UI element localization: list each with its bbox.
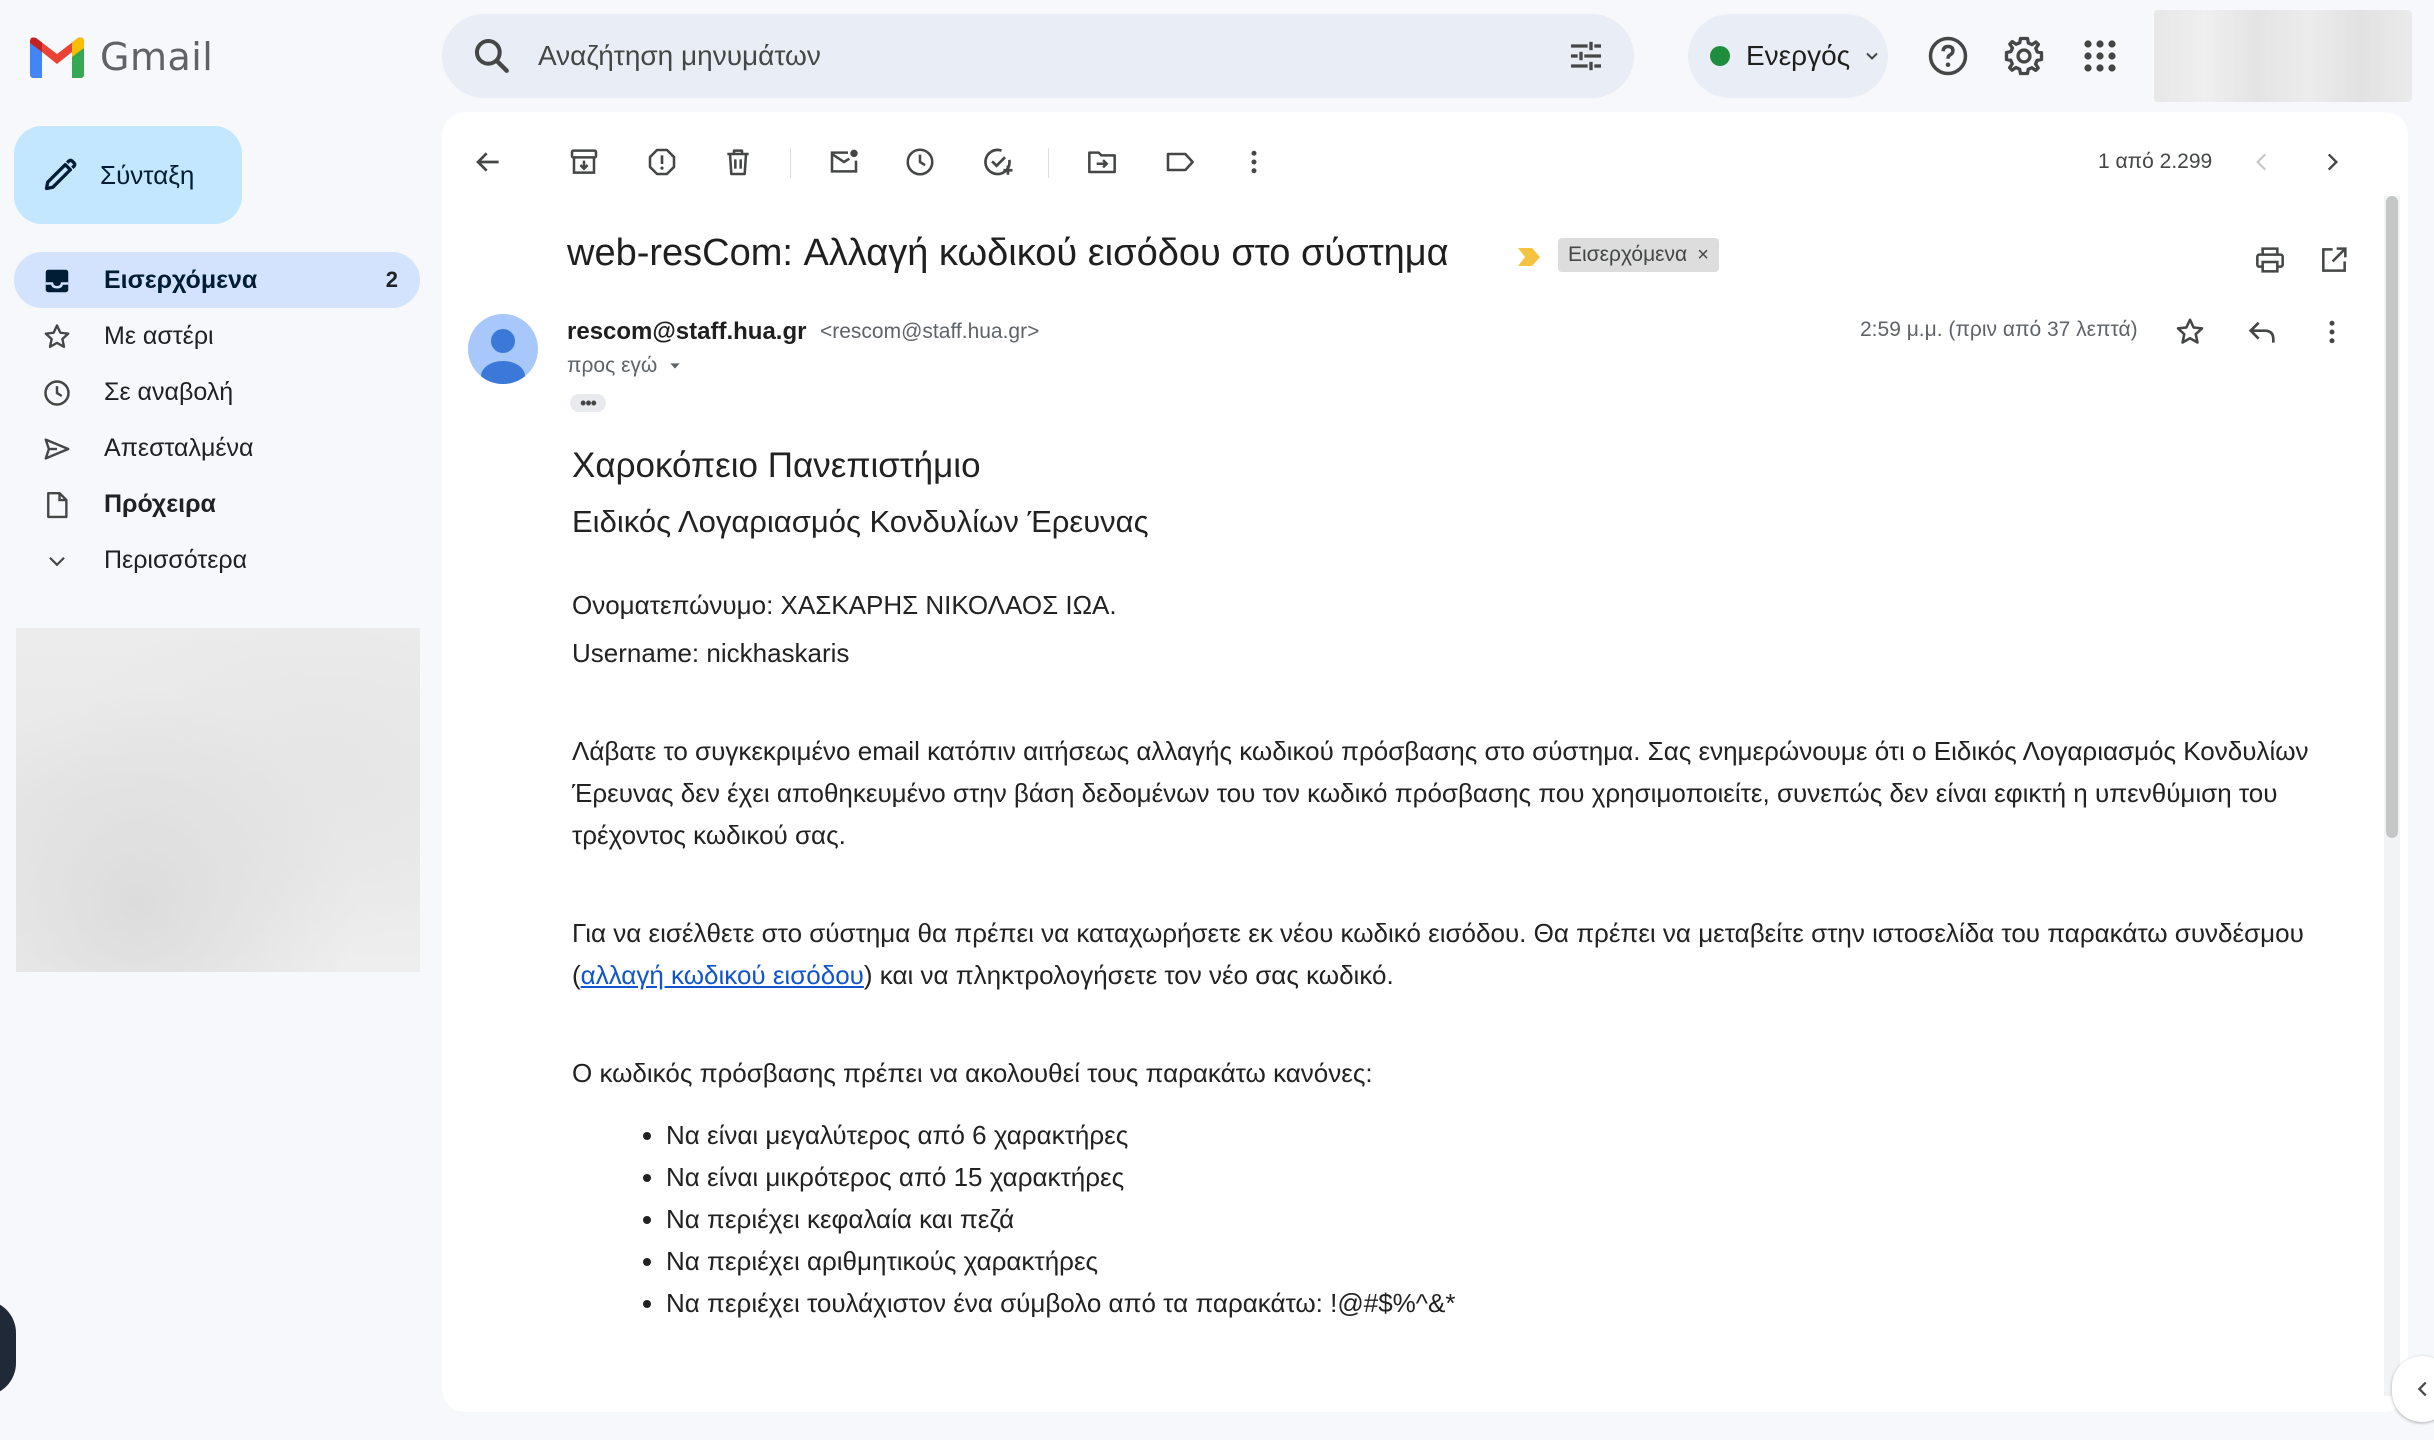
add-task-icon[interactable] xyxy=(976,140,1020,184)
floating-widget[interactable] xyxy=(0,1300,16,1396)
settings-gear-icon[interactable] xyxy=(1998,30,2050,82)
sidebar-item-label: Εισερχόμενα xyxy=(104,265,258,294)
move-to-icon[interactable] xyxy=(1080,140,1124,184)
sidebar-nav xyxy=(14,252,420,588)
sidebar-item-label: Περισσότερα xyxy=(104,545,248,574)
chevron-down-icon xyxy=(1862,46,1882,66)
list-item: • Να περιέχει κεφαλαία και πεζά xyxy=(666,1198,2352,1240)
sidebar-item-sent[interactable] xyxy=(14,420,420,476)
gmail-brand-text: Gmail xyxy=(100,35,214,79)
gmail-logo[interactable] xyxy=(30,30,213,84)
print-icon[interactable] xyxy=(2248,238,2292,282)
account-avatar[interactable] xyxy=(2154,10,2412,102)
older-chevron-icon[interactable] xyxy=(2310,140,2354,184)
gmail-m-icon xyxy=(30,36,84,78)
recipient-text: προς εγώ xyxy=(567,354,658,377)
toolbar-divider xyxy=(790,148,791,178)
fullname-line: Ονοματεπώνυμο: ΧΑΣΚΑΡΗΣ ΝΙΚΟΛΑΟΣ ΙΩΑ. xyxy=(572,590,1117,620)
list-item: • Να περιέχει τουλάχιστον ένα σύμβολο από τα παρακάτω: !@#$%^&* xyxy=(666,1282,2352,1324)
compose-button[interactable] xyxy=(14,126,242,224)
change-password-link[interactable]: αλλαγή κωδικού εισόδου xyxy=(580,960,864,990)
instructions-text: Για να εισέλθετε στο σύστημα θα πρέπει να καταχωρήσετε εκ νέου κωδικό εισόδου. Θα πρέπει να μεταβείτε στην ιστοσελίδα του παρακάτω συνδέσμου ( xyxy=(572,918,2304,990)
instructions-text-end: ) και να πληκτρολογήσετε τον νέο σας κωδικό. xyxy=(863,960,1394,990)
email-timestamp: 2:59 μ.μ. (πριν από 37 λεπτά) xyxy=(1860,318,2138,341)
search-input[interactable]: Αναζήτηση μηνυμάτων xyxy=(538,40,821,71)
delete-icon[interactable] xyxy=(716,140,760,184)
pencil-icon xyxy=(42,157,78,193)
draft-icon xyxy=(42,490,72,520)
status-label: Ενεργός xyxy=(1746,40,1851,71)
search-icon[interactable] xyxy=(470,34,514,78)
search-options-icon[interactable] xyxy=(1566,36,1606,76)
sidebar-item-label: Απεσταλμένα xyxy=(104,433,254,462)
inbox-icon xyxy=(42,266,72,296)
send-icon xyxy=(42,434,72,464)
chevron-left-icon xyxy=(2412,1378,2434,1400)
status-selector[interactable] xyxy=(1688,14,1888,98)
sidebar-item-starred[interactable] xyxy=(14,308,420,364)
label-icon[interactable] xyxy=(1158,140,1202,184)
help-icon[interactable] xyxy=(1922,30,1974,82)
password-rules-list xyxy=(572,1114,2352,1324)
reply-icon[interactable] xyxy=(2240,310,2284,354)
body-title: Χαροκόπειο Πανεπιστήμιο xyxy=(572,446,981,485)
sender-name[interactable]: rescom@staff.hua.gr xyxy=(567,318,807,345)
label-chip-text: Εισερχόμενα xyxy=(1568,243,1688,266)
report-spam-icon[interactable] xyxy=(640,140,684,184)
list-item: • Να περιέχει αριθμητικούς χαρακτήρες xyxy=(666,1240,2352,1282)
newer-chevron-icon[interactable] xyxy=(2240,140,2284,184)
mark-unread-icon[interactable] xyxy=(822,140,866,184)
recipient-details-toggle[interactable] xyxy=(567,354,683,378)
email-subject: web-resCom: Αλλαγή κωδικού εισόδου στο σύστημα xyxy=(567,232,1449,274)
toolbar-divider xyxy=(1048,148,1049,178)
sidebar-item-more[interactable] xyxy=(14,532,420,588)
rules-intro: Ο κωδικός πρόσβασης πρέπει να ακολουθεί τους παρακάτω κανόνες: xyxy=(572,1058,1373,1088)
body-subtitle: Ειδικός Λογαριασμός Κονδυλίων Έρευνας xyxy=(572,504,1149,539)
scrollbar-thumb[interactable] xyxy=(2386,196,2398,838)
snooze-icon[interactable] xyxy=(898,140,942,184)
caret-down-icon xyxy=(667,358,683,374)
search-bar[interactable] xyxy=(442,14,1634,98)
importance-marker-icon[interactable] xyxy=(1516,246,1542,268)
pagination-text: 1 από 2.299 xyxy=(2098,150,2213,173)
inbox-label-chip[interactable] xyxy=(1558,238,1719,272)
apps-grid-icon[interactable] xyxy=(2074,30,2126,82)
show-trimmed-content-button[interactable]: ••• xyxy=(570,394,606,412)
sidebar-item-label: Σε αναβολή xyxy=(104,377,234,406)
archive-icon[interactable] xyxy=(562,140,606,184)
chevron-down-icon xyxy=(42,546,72,576)
remove-label-icon[interactable]: × xyxy=(1697,243,1709,266)
side-panel-toggle[interactable] xyxy=(2392,1356,2434,1422)
sender-email: <rescom@staff.hua.gr> xyxy=(820,320,1040,343)
message-panel xyxy=(442,112,2408,1412)
star-icon xyxy=(42,322,72,352)
info-paragraph: Λάβατε το συγκεκριμένο email κατόπιν αιτήσεως αλλαγής κωδικού πρόσβασης στο σύστημα. Σας ενημερώνουμε ότι ο Ειδικός Λογαριασμός Κονδυλίων Έρευνας δεν έχει αποθηκευμένο στην βάση δεδομένων του τον κωδικό πρόσβασης που χρησιμοποιείτε, συνεπώς δεν είναι εφικτή η υπενθύμιση του τρέχοντος κωδικού σας. xyxy=(572,736,2309,850)
open-in-new-window-icon[interactable] xyxy=(2312,238,2356,282)
compose-label: Σύνταξη xyxy=(100,159,195,190)
email-body xyxy=(572,444,2352,1324)
clock-icon xyxy=(42,378,72,408)
list-item: • Να είναι μικρότερος από 15 χαρακτήρες xyxy=(666,1156,2352,1198)
sender-avatar[interactable] xyxy=(468,314,538,384)
sidebar-item-label: Πρόχειρα xyxy=(104,489,216,518)
sidebar-item-label: Με αστέρι xyxy=(104,321,214,350)
sidebar-item-drafts[interactable] xyxy=(14,476,420,532)
more-vert-icon[interactable] xyxy=(2310,310,2354,354)
username-line: Username: nickhaskaris xyxy=(572,638,850,668)
sidebar-item-inbox[interactable] xyxy=(14,252,420,308)
back-icon[interactable] xyxy=(466,140,510,184)
status-dot xyxy=(1710,46,1730,66)
star-icon[interactable] xyxy=(2168,310,2212,354)
labels-section-blurred xyxy=(16,628,420,972)
unread-count-badge: 2 xyxy=(385,267,398,292)
instructions-paragraph xyxy=(572,912,2352,996)
more-vert-icon[interactable] xyxy=(1232,140,1276,184)
list-item: • Να είναι μεγαλύτερος από 6 χαρακτήρες xyxy=(666,1114,2352,1156)
sidebar-item-snoozed[interactable] xyxy=(14,364,420,420)
